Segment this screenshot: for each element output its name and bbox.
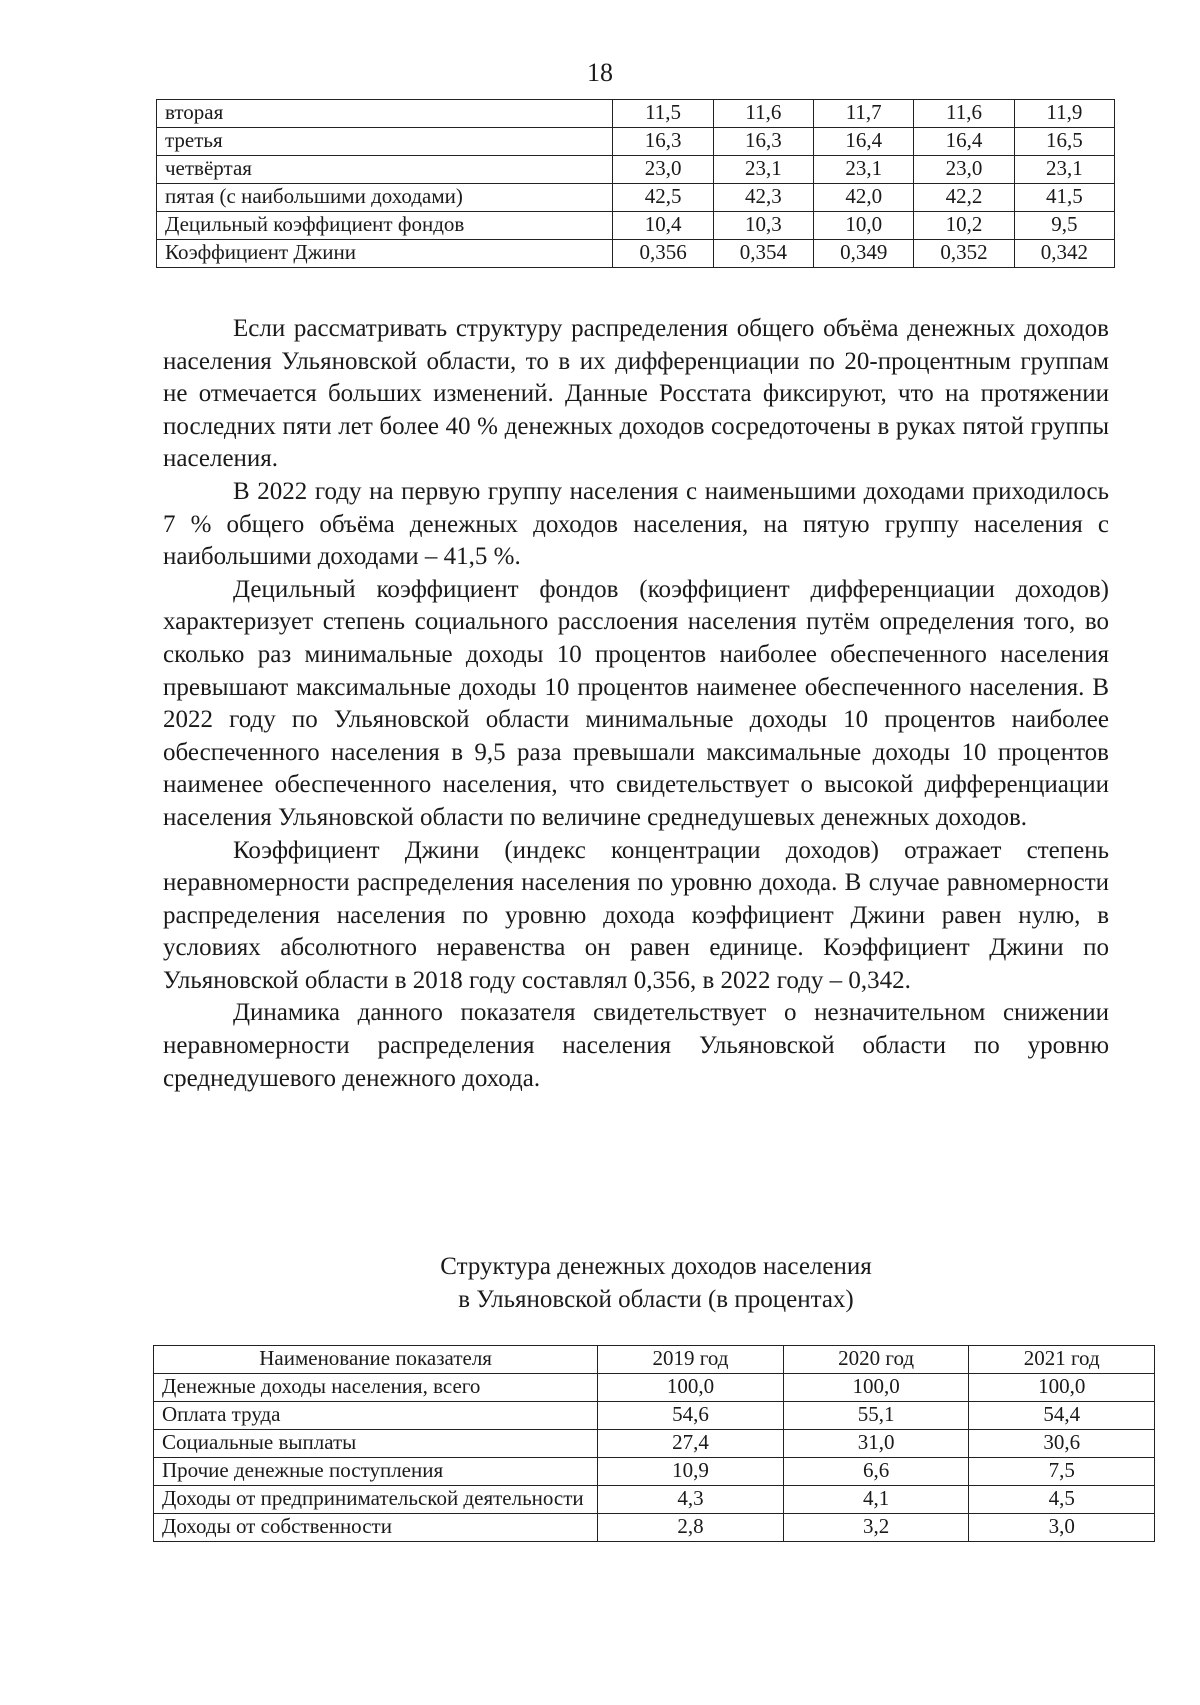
table-cell: 23,1 bbox=[814, 156, 914, 184]
quintile-distribution-table bbox=[156, 99, 1115, 268]
table-row bbox=[154, 1486, 1155, 1514]
row-label: Доходы от собственности bbox=[154, 1514, 598, 1542]
table-cell: 11,6 bbox=[914, 100, 1014, 128]
page-number: 18 bbox=[587, 58, 613, 87]
table-cell: 9,5 bbox=[1014, 212, 1114, 240]
table-cell: 11,7 bbox=[814, 100, 914, 128]
table-cell: 42,3 bbox=[713, 184, 813, 212]
row-label: Социальные выплаты bbox=[154, 1430, 598, 1458]
row-label: Денежные доходы населения, всего bbox=[154, 1374, 598, 1402]
paragraph: В 2022 году на первую группу населения с наименьшими доходами приходилось 7 % общего объёма денежных доходов населения, на пятую группу населения с наибольшими доходами – 41,5 %. bbox=[163, 477, 1109, 571]
table-cell: 23,1 bbox=[1014, 156, 1114, 184]
table-row bbox=[154, 1514, 1155, 1542]
table-cell: 3,0 bbox=[969, 1514, 1155, 1542]
row-label: Коэффициент Джини bbox=[157, 240, 613, 268]
column-header: 2021 год bbox=[969, 1346, 1155, 1374]
table-cell: 42,5 bbox=[613, 184, 713, 212]
table-row bbox=[157, 184, 1115, 212]
table-cell: 55,1 bbox=[783, 1402, 969, 1430]
section-title-line: Структура денежных доходов населения bbox=[440, 1253, 872, 1280]
paragraph: Динамика данного показателя свидетельствует о незначительном снижении неравномерности распределения населения Ульяновской области по уровню среднедушевого денежного дохода. bbox=[163, 999, 1109, 1092]
table-cell: 23,1 bbox=[713, 156, 813, 184]
column-header: 2020 год bbox=[783, 1346, 969, 1374]
table-cell: 10,3 bbox=[713, 212, 813, 240]
table-cell: 54,4 bbox=[969, 1402, 1155, 1430]
table-cell: 11,5 bbox=[613, 100, 713, 128]
column-header: Наименование показателя bbox=[154, 1346, 598, 1374]
body-text bbox=[163, 313, 1109, 1095]
table-cell: 41,5 bbox=[1014, 184, 1114, 212]
table-cell: 42,0 bbox=[814, 184, 914, 212]
table-cell: 54,6 bbox=[598, 1402, 784, 1430]
table-cell: 4,1 bbox=[783, 1486, 969, 1514]
table-cell: 0,352 bbox=[914, 240, 1014, 268]
section-title bbox=[0, 1250, 1200, 1316]
table-cell: 2,8 bbox=[598, 1514, 784, 1542]
row-label: вторая bbox=[157, 100, 613, 128]
row-label: Децильный коэффициент фондов bbox=[157, 212, 613, 240]
table-cell: 7,5 bbox=[969, 1458, 1155, 1486]
table-cell: 16,4 bbox=[814, 128, 914, 156]
table-cell: 3,2 bbox=[783, 1514, 969, 1542]
table-header-row bbox=[154, 1346, 1155, 1374]
table-row bbox=[157, 100, 1115, 128]
table-cell: 23,0 bbox=[613, 156, 713, 184]
table-cell: 16,3 bbox=[713, 128, 813, 156]
table-cell: 16,4 bbox=[914, 128, 1014, 156]
table-cell: 27,4 bbox=[598, 1430, 784, 1458]
row-label: Прочие денежные поступления bbox=[154, 1458, 598, 1486]
table-row bbox=[157, 128, 1115, 156]
paragraph: Если рассматривать структуру распределения общего объёма денежных доходов населения Ульяновской области, то в их дифференциации по 20-процентным группам не отмечается больших изменений. Данные Росстата фиксируют, что на протяжении последних пяти лет более 40 % денежных доходов сосредоточены в руках пятой группы населения. bbox=[163, 315, 1109, 473]
table-cell: 4,3 bbox=[598, 1486, 784, 1514]
income-structure-table bbox=[153, 1345, 1155, 1542]
table-row bbox=[157, 240, 1115, 268]
table-cell: 0,342 bbox=[1014, 240, 1114, 268]
table-cell: 0,349 bbox=[814, 240, 914, 268]
paragraph: Децильный коэффициент фондов (коэффициент дифференциации доходов) характеризует степень социального расслоения населения путём определения того, во сколько раз минимальные доходы 10 процентов наиболее обеспеченного населения превышают максимальные доходы 10 процентов наименее обеспеченного населения. В 2022 году по Ульяновской области минимальные доходы 10 процентов наиболее обеспеченного населения в 9,5 раза превышали максимальные доходы 10 процентов наименее обеспеченного населения, что свидетельствует о высокой дифференциации населения Ульяновской области по величине среднедушевых денежных доходов. bbox=[163, 575, 1109, 831]
table-cell: 100,0 bbox=[783, 1374, 969, 1402]
table-cell: 16,3 bbox=[613, 128, 713, 156]
table-cell: 0,356 bbox=[613, 240, 713, 268]
table-cell: 11,6 bbox=[713, 100, 813, 128]
row-label: третья bbox=[157, 128, 613, 156]
paragraph: Коэффициент Джини (индекс концентрации доходов) отражает степень неравномерности распределения населения по уровню дохода. В случае равномерности распределения населения по уровню дохода коэффициент Джини равен нулю, в условиях абсолютного неравенства он равен единице. Коэффициент Джини по Ульяновской области в 2018 году составлял 0,356, в 2022 году – 0,342. bbox=[163, 836, 1109, 994]
table-cell: 10,9 bbox=[598, 1458, 784, 1486]
table-cell: 16,5 bbox=[1014, 128, 1114, 156]
table-cell: 42,2 bbox=[914, 184, 1014, 212]
table-cell: 100,0 bbox=[969, 1374, 1155, 1402]
row-label: пятая (с наибольшими доходами) bbox=[157, 184, 613, 212]
table-cell: 31,0 bbox=[783, 1430, 969, 1458]
table-row bbox=[154, 1402, 1155, 1430]
table-cell: 100,0 bbox=[598, 1374, 784, 1402]
table-cell: 10,4 bbox=[613, 212, 713, 240]
table-row bbox=[154, 1374, 1155, 1402]
table-cell: 11,9 bbox=[1014, 100, 1114, 128]
row-label: Оплата труда bbox=[154, 1402, 598, 1430]
column-header: 2019 год bbox=[598, 1346, 784, 1374]
table-cell: 10,0 bbox=[814, 212, 914, 240]
section-title-line: в Ульяновской области (в процентах) bbox=[458, 1286, 854, 1313]
table-row bbox=[157, 156, 1115, 184]
row-label: Доходы от предпринимательской деятельности bbox=[154, 1486, 598, 1514]
table-cell: 6,6 bbox=[783, 1458, 969, 1486]
table-cell: 4,5 bbox=[969, 1486, 1155, 1514]
table-row bbox=[157, 212, 1115, 240]
table-cell: 23,0 bbox=[914, 156, 1014, 184]
table-row bbox=[154, 1458, 1155, 1486]
table-row bbox=[154, 1430, 1155, 1458]
row-label: четвёртая bbox=[157, 156, 613, 184]
table-cell: 0,354 bbox=[713, 240, 813, 268]
table-cell: 10,2 bbox=[914, 212, 1014, 240]
table-cell: 30,6 bbox=[969, 1430, 1155, 1458]
